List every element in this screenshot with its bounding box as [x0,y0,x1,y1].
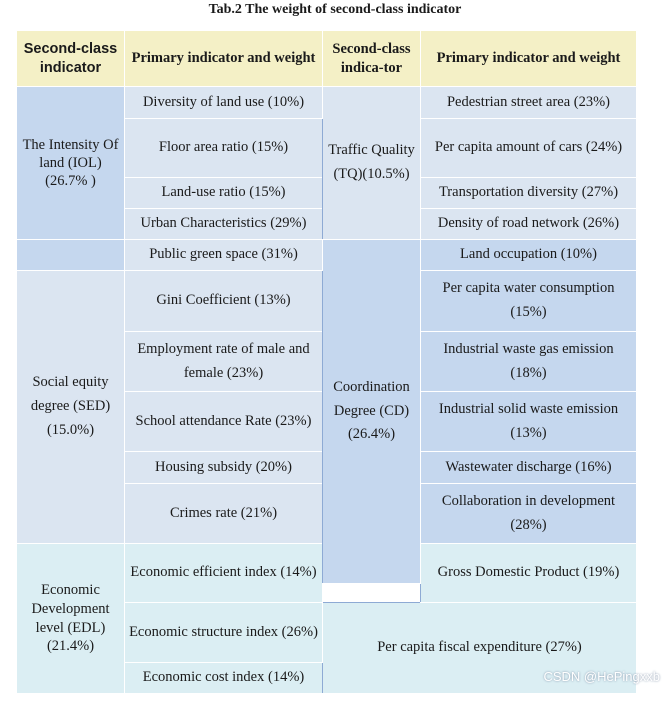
iol-item: Urban Characteristics (29%) [125,209,323,240]
header-row [17,31,637,87]
iol-item: Public green space (31%) [125,240,323,271]
tq-item: Density of road network (26%) [421,209,637,240]
edl-item: Economic structure index (26%) [125,603,323,663]
cd-item: Collaboration in development (28%) [421,484,637,544]
tq-item: Transportation diversity (27%) [421,178,637,209]
table-caption: Tab.2 The weight of second-class indicator [208,2,462,17]
cd-item: Industrial waste gas emission (18%) [421,332,637,392]
sed-item: Crimes rate (21%) [125,484,323,544]
group-iol-continued [17,240,125,271]
header-second-class-2: Second-class indica-tor [323,31,421,87]
group-sed: Social equity degree (SED)(15.0%) [17,271,125,544]
edl-right-item: Gross Domestic Product (19%) [421,544,637,603]
sed-item: Housing subsidy (20%) [125,452,323,484]
cd-item: Industrial solid waste emission (13%) [421,392,637,452]
edl-item: Economic efficient index (14%) [125,544,323,603]
cd-item: Land occupation (10%) [421,240,637,271]
header-primary-2: Primary indicator and weight [421,31,637,87]
edl-item: Economic cost index (14%) [125,663,323,694]
sed-item: Employment rate of male and female (23%) [125,332,323,392]
iol-item: Diversity of land use (10%) [125,87,323,119]
tq-item: Per capita amount of cars (24%) [421,119,637,178]
sed-item: School attendance Rate (23%) [125,392,323,452]
watermark: CSDN @HePingxxb [543,669,660,684]
table-row [17,240,637,271]
cd-item: Per capita water consumption (15%) [421,271,637,332]
group-cd: Coordination Degree (CD)(26.4%) [323,240,421,584]
group-tq: Traffic Quality (TQ)(10.5%) [323,87,421,240]
header-primary: Primary indicator and weight [125,31,323,87]
cd-item: Wastewater discharge (16%) [421,452,637,484]
sed-item: Gini Coefficient (13%) [125,271,323,332]
table-row [17,87,637,119]
group-edl: Economic Development level (EDL)(21.4%) [17,544,125,694]
tq-item: Pedestrian street area (23%) [421,87,637,119]
group-iol: The Intensity Of land (IOL)(26.7% ) [17,87,125,240]
indicator-weight-table [16,30,637,694]
edl-right-item: Per capita fiscal expenditure (27%) [323,603,637,694]
iol-item: Land-use ratio (15%) [125,178,323,209]
iol-item: Floor area ratio (15%) [125,119,323,178]
header-second-class: Second-class indicator [17,31,125,87]
